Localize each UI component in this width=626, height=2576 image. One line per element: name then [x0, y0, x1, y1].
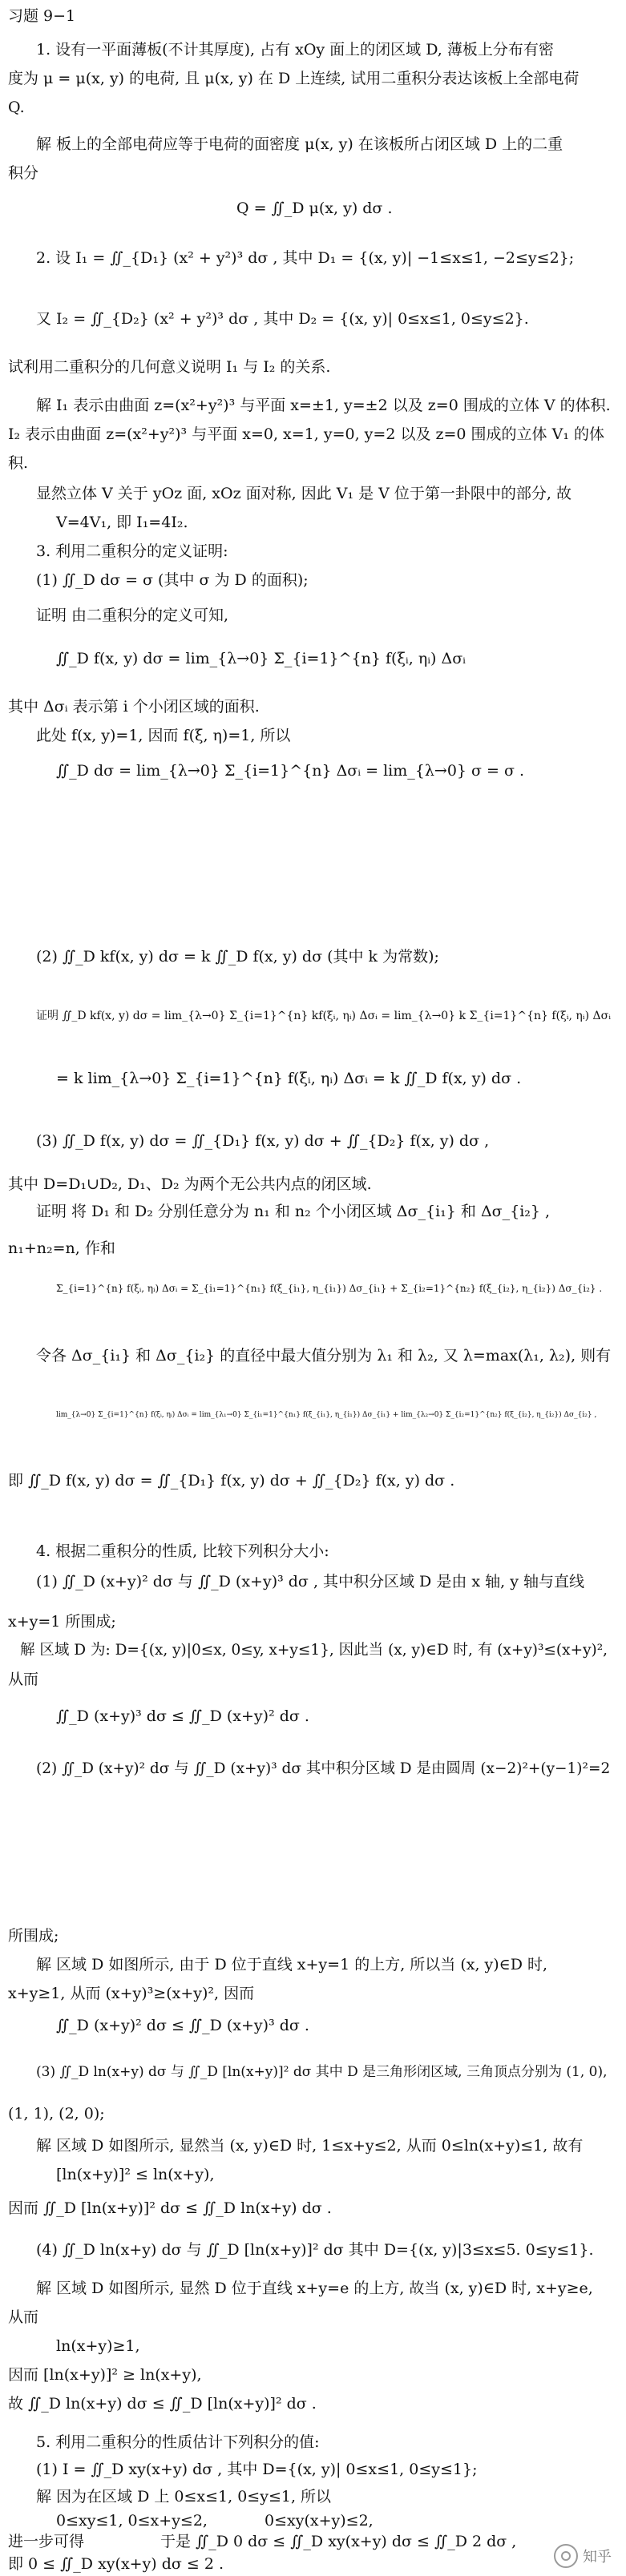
text-line: 解 I₁ 表示由曲面 z=(x²+y²)³ 与平面 x=±1, y=±2 以及 z=0 围成的立体 V 的体积. [36, 397, 611, 414]
text-line: [ln(x+y)]² ≤ ln(x+y), [56, 2166, 215, 2183]
text-line: (1) ∬_D (x+y)² dσ 与 ∬_D (x+y)³ dσ , 其中积分区域 D 是由 x 轴, y 轴与直线 [36, 1573, 584, 1590]
text-line: 证明 由二重积分的定义可知, [36, 607, 229, 624]
text-line: 2. 设 I₁ = ∬_{D₁} (x² + y²)³ dσ , 其中 D₁ = {(x, y)| −1≤x≤1, −2≤y≤2}; [36, 249, 575, 267]
zhihu-logo-icon [554, 2544, 578, 2568]
formula: 证明 ∬_D kf(x, y) dσ = lim_{λ→0} Σ_{i=1}^{n} kf(ξᵢ, ηᵢ) Δσᵢ = lim_{λ→0} k Σ_{i=1}^{n} f(ξᵢ, ηᵢ) Δσᵢ [36, 1010, 612, 1022]
text-line: 解 区域 D 如图所示, 显然当 (x, y)∈D 时, 1≤x+y≤2, 从而 0≤ln(x+y)≤1, 故有 [36, 2137, 584, 2155]
formula: Σ_{i=1}^{n} f(ξᵢ, ηᵢ) Δσᵢ = Σ_{i₁=1}^{n₁} f(ξ_{i₁}, η_{i₁}) Δσ_{i₁} + Σ_{i₂=1}^{n₂} f(ξ_{i₂}, η_{i₂}) Δσ_{i₂} . [56, 1283, 603, 1294]
text-line: 从而 [8, 1671, 39, 1688]
text-line: Q. [8, 99, 25, 116]
text-line: 其中 D=D₁∪D₂, D₁、D₂ 为两个无公共内点的闭区域. [8, 1175, 372, 1193]
text-line: 度为 μ = μ(x, y) 的电荷, 且 μ(x, y) 在 D 上连续, 试用二重积分表达该板上全部电荷 [8, 70, 580, 87]
formula: 因而 ∬_D [ln(x+y)]² dσ ≤ ∬_D ln(x+y) dσ . [8, 2199, 332, 2217]
text-line: 因而 [ln(x+y)]² ≥ ln(x+y), [8, 2366, 202, 2384]
text-line: x+y=1 所围成; [8, 1613, 116, 1631]
watermark-text: 知乎 [583, 2549, 612, 2566]
blank-space [0, 1795, 626, 1915]
formula: 于是 ∬_D 0 dσ ≤ ∬_D xy(x+y) dσ ≤ ∬_D 2 dσ , [160, 2533, 517, 2550]
text-line: 0≤xy(x+y)≤2, [265, 2512, 374, 2530]
text-line: 解 板上的全部电荷应等于电荷的面密度 μ(x, y) 在该板所占闭区域 D 上的二重 [36, 135, 563, 153]
blank-space [0, 801, 626, 937]
text-line: (1) ∬_D dσ = σ (其中 σ 为 D 的面积); [36, 571, 309, 589]
text-line: x+y≥1, 从而 (x+y)³≥(x+y)², 因而 [8, 1985, 255, 2002]
text-line: (2) ∬_D kf(x, y) dσ = k ∬_D f(x, y) dσ (其中 k 为常数); [36, 948, 439, 965]
exercise-title: 习题 9−1 [8, 7, 76, 25]
text-line: 0≤xy≤1, 0≤x+y≤2, [56, 2512, 208, 2530]
text-line: (2) ∬_D (x+y)² dσ 与 ∬_D (x+y)³ dσ 其中积分区域 D 是由圆周 (x−2)²+(y−1)²=2 [36, 1760, 611, 1777]
text-line: 进一步可得 [8, 2533, 85, 2550]
formula: ∬_D (x+y)² dσ ≤ ∬_D (x+y)³ dσ . [56, 2017, 309, 2034]
text-line: ln(x+y)≥1, [56, 2337, 140, 2355]
text-line: 证明 将 D₁ 和 D₂ 分别任意分为 n₁ 和 n₂ 个小闭区域 Δσ_{i₁} 和 Δσ_{i₂} , [36, 1203, 551, 1220]
text-line: 解 区域 D 为: D={(x, y)|0≤x, 0≤y, x+y≤1}, 因此当 (x, y)∈D 时, 有 (x+y)³≤(x+y)², [20, 1642, 608, 1659]
text-line: 试利用二重积分的几何意义说明 I₁ 与 I₂ 的关系. [8, 358, 331, 376]
text-line: 5. 利用二重积分的性质估计下列积分的值: [36, 2433, 320, 2451]
text-line: 解 区域 D 如图所示, 由于 D 位于直线 x+y=1 的上方, 所以当 (x, y)∈D 时, [36, 1956, 548, 1973]
text-line: n₁+n₂=n, 作和 [8, 1240, 115, 1257]
formula: ∬_D (x+y)³ dσ ≤ ∬_D (x+y)² dσ . [56, 1707, 309, 1725]
text-line: 积分 [8, 164, 39, 182]
text-line: (3) ∬_D f(x, y) dσ = ∬_{D₁} f(x, y) dσ + ∬_{D₂} f(x, y) dσ , [36, 1132, 490, 1150]
formula: 即 0 ≤ ∬_D xy(x+y) dσ ≤ 2 . [8, 2555, 224, 2573]
text-line: (3) ∬_D ln(x+y) dσ 与 ∬_D [ln(x+y)]² dσ 其中 D 是三角形闭区域, 三角顶点分别为 (1, 0), [36, 2064, 608, 2080]
formula: 即 ∬_D f(x, y) dσ = ∬_{D₁} f(x, y) dσ + ∬_{D₂} f(x, y) dσ . [8, 1472, 455, 1490]
text-line: 解 因为在区域 D 上 0≤x≤1, 0≤y≤1, 所以 [36, 2488, 332, 2505]
text-line: 4. 根据二重积分的性质, 比较下列积分大小: [36, 1542, 329, 1560]
formula: 故 ∬_D ln(x+y) dσ ≤ ∬_D [ln(x+y)]² dσ . [8, 2395, 317, 2413]
text-line: (1, 1), (2, 0); [8, 2105, 105, 2122]
text-line: 1. 设有一平面薄板(不计其厚度), 占有 xOy 面上的闭区域 D, 薄板上分布有密 [36, 41, 554, 58]
formula: ∬_D dσ = lim_{λ→0} Σ_{i=1}^{n} Δσᵢ = lim_{λ→0} σ = σ . [56, 762, 525, 780]
text-line: 积. [8, 454, 29, 472]
text-line: 从而 [8, 2308, 39, 2326]
watermark [554, 2544, 612, 2568]
formula: ∬_D f(x, y) dσ = lim_{λ→0} Σ_{i=1}^{n} f(ξᵢ, ηᵢ) Δσᵢ [56, 650, 466, 667]
text-line: (1) I = ∬_D xy(x+y) dσ , 其中 D={(x, y)| 0≤x≤1, 0≤y≤1}; [36, 2461, 478, 2478]
text-line: 3. 利用二重积分的定义证明: [36, 542, 228, 560]
text-line: V=4V₁, 即 I₁=4I₂. [56, 514, 188, 531]
text-line: 所围成; [8, 1927, 59, 1945]
formula: Q = ∬_D μ(x, y) dσ . [236, 200, 393, 217]
text-line: 解 区域 D 如图所示, 显然 D 位于直线 x+y=e 的上方, 故当 (x, y)∈D 时, x+y≥e, [36, 2280, 593, 2297]
text-line: 此处 f(x, y)=1, 因而 f(ξ, η)=1, 所以 [36, 727, 291, 744]
text-line: 显然立体 V 关于 yOz 面, xOz 面对称, 因此 V₁ 是 V 位于第一卦限中的部分, 故 [36, 485, 571, 502]
text-line: I₂ 表示由曲面 z=(x²+y²)³ 与平面 x=0, x=1, y=0, y=2 以及 z=0 围成的立体 V₁ 的体 [8, 425, 604, 443]
text-line: 其中 Δσᵢ 表示第 i 个小闭区域的面积. [8, 698, 260, 716]
text-line: (4) ∬_D ln(x+y) dσ 与 ∬_D [ln(x+y)]² dσ 其中 D={(x, y)|3≤x≤5. 0≤y≤1}. [36, 2241, 594, 2259]
formula: lim_{λ→0} Σ_{i=1}^{n} f(ξᵢ, ηᵢ) Δσᵢ = lim_{λ₁→0} Σ_{i₁=1}^{n₁} f(ξ_{i₁}, η_{i₁}) Δσ_{i₁} + lim_{λ₂→0} Σ_{i₂=1}^{n₂} f(ξ_{i₂}, η_{i₂}) Δσ_{i₂} , [56, 1411, 597, 1419]
text-line: 又 I₂ = ∬_{D₂} (x² + y²)³ dσ , 其中 D₂ = {(x, y)| 0≤x≤1, 0≤y≤2}. [36, 310, 529, 328]
formula: = k lim_{λ→0} Σ_{i=1}^{n} f(ξᵢ, ηᵢ) Δσᵢ = k ∬_D f(x, y) dσ . [56, 1070, 522, 1087]
text-line: 令各 Δσ_{i₁} 和 Δσ_{i₂} 的直径中最大值分别为 λ₁ 和 λ₂, 又 λ=max(λ₁, λ₂), 则有 [36, 1347, 612, 1365]
